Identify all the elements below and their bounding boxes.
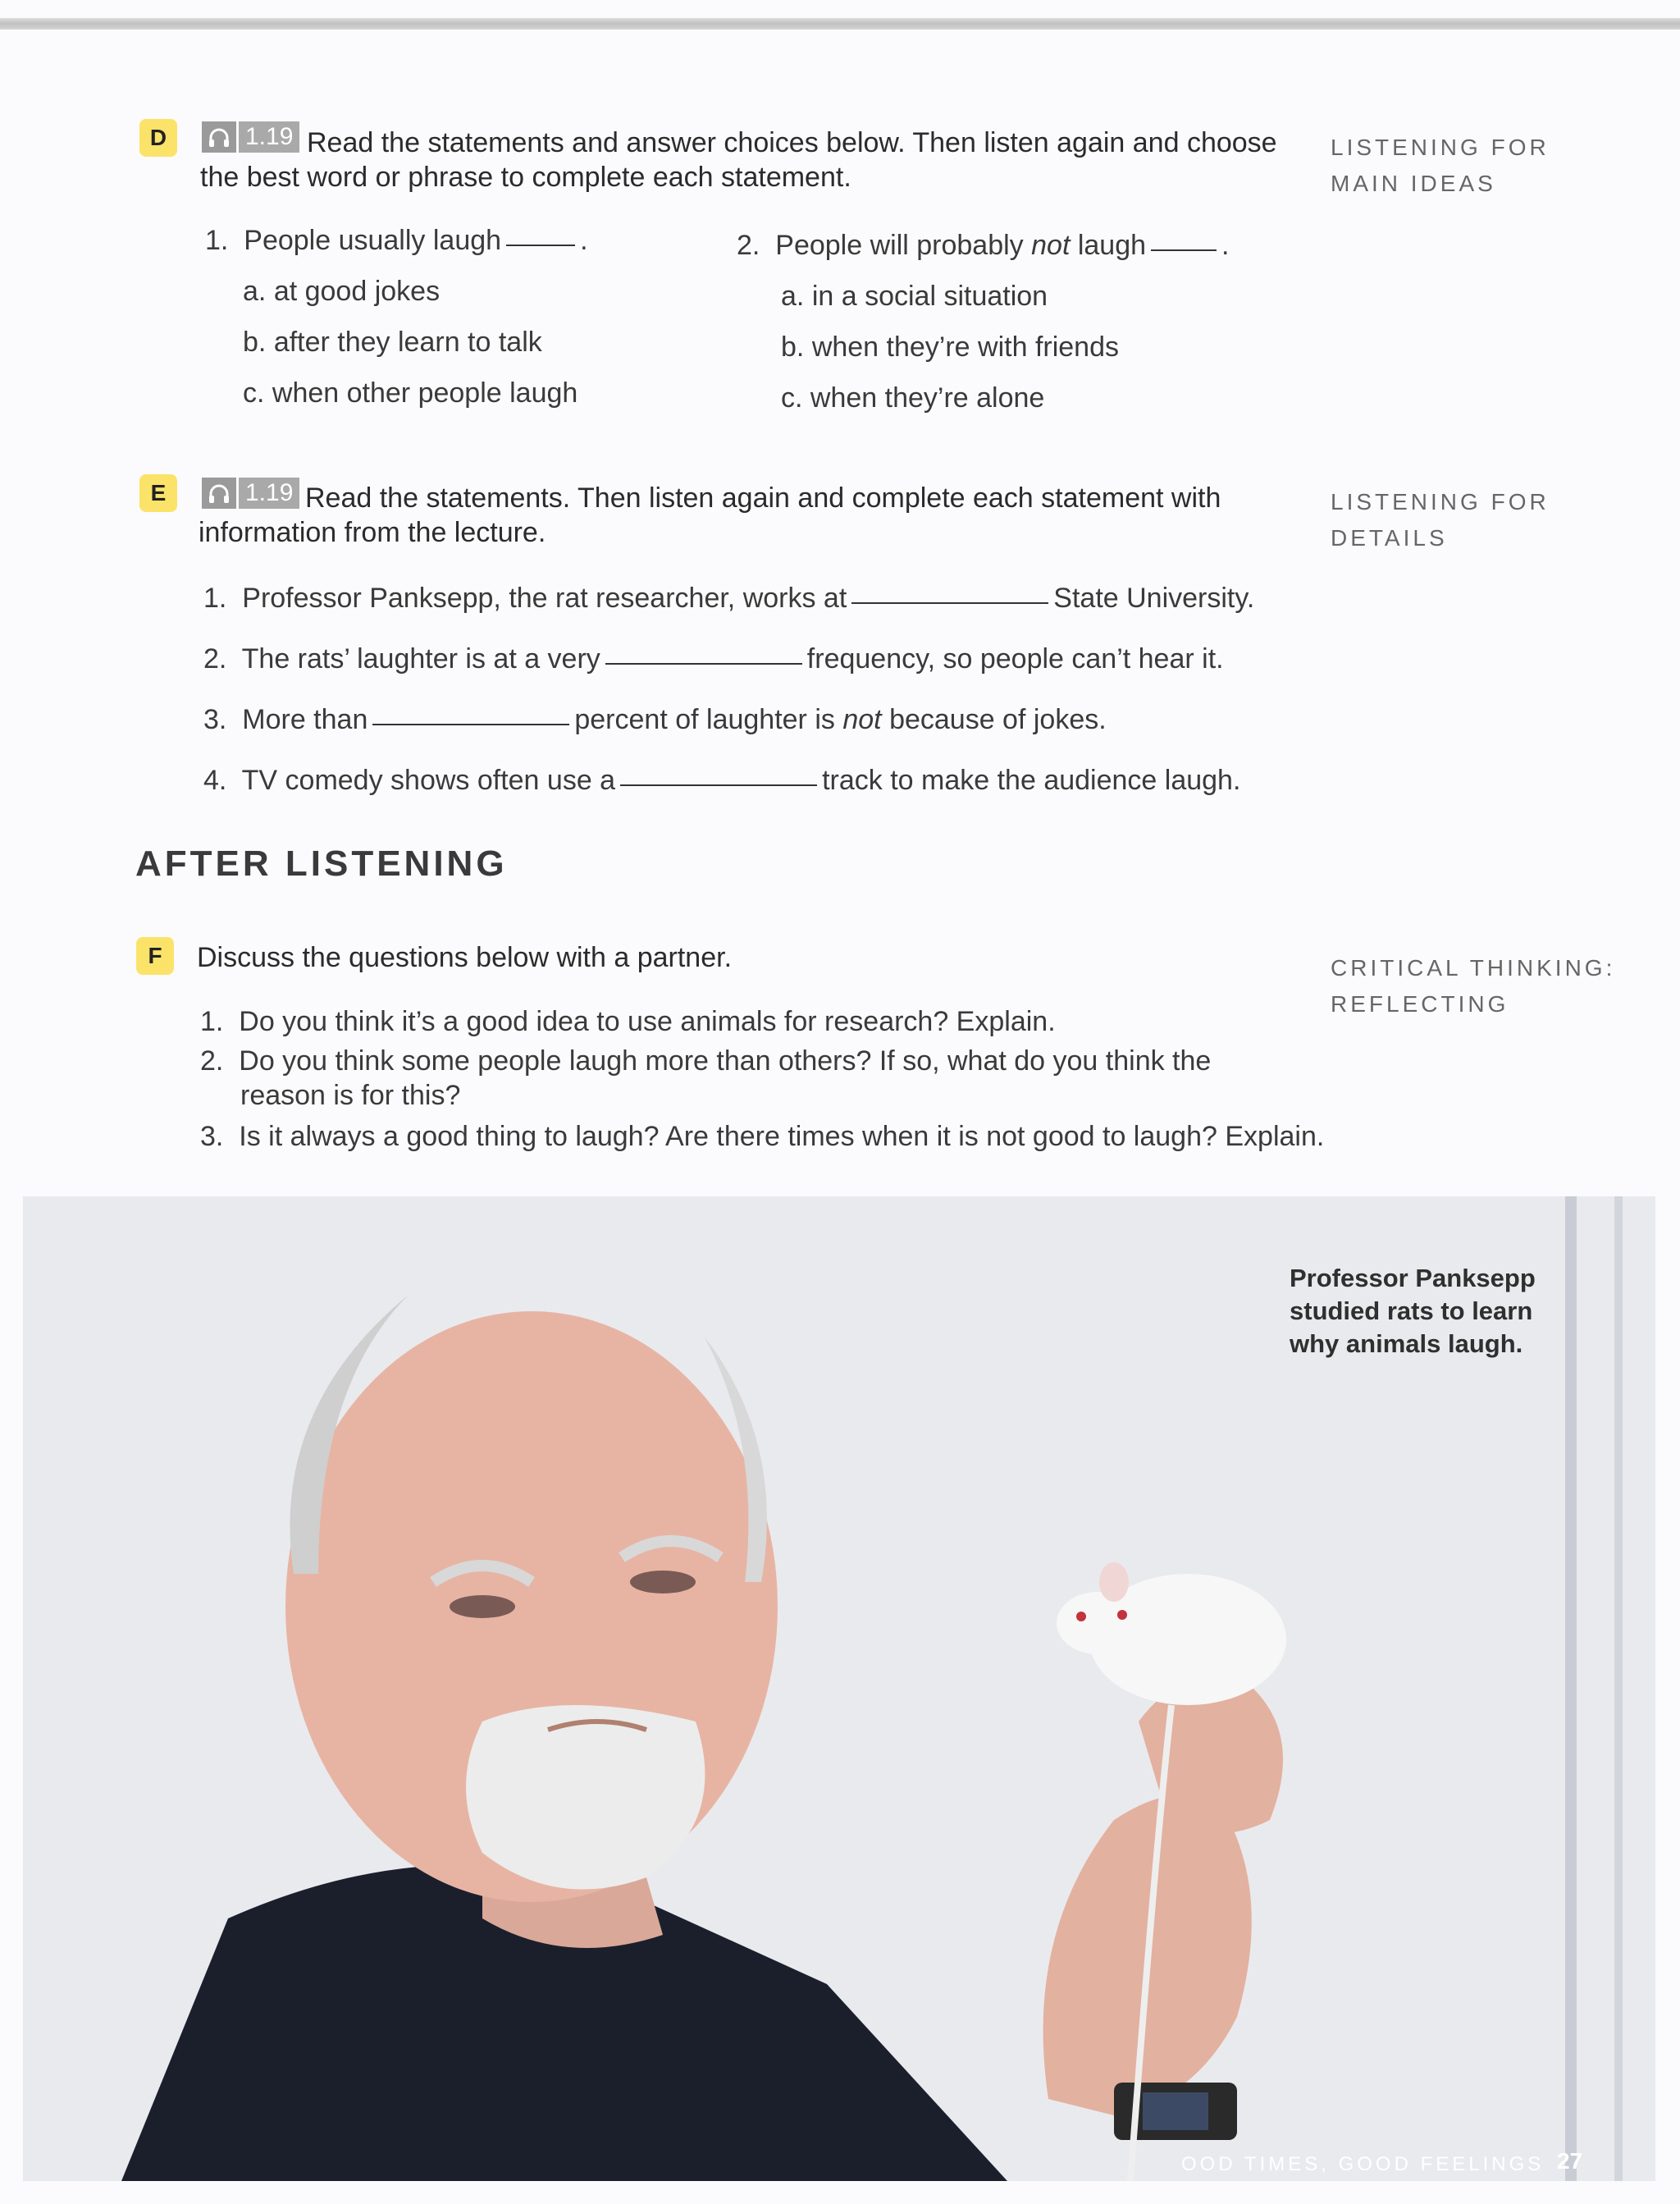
option-text: at good jokes <box>273 276 441 307</box>
instruction-f: Discuss the questions below with a partner. <box>197 942 733 973</box>
instruction-e: Read the statements. Then listen again and complete each statement with information from the lecture. <box>199 482 1221 548</box>
item-number: 1. <box>203 583 227 614</box>
skill-line: CRITICAL THINKING: <box>1331 955 1616 981</box>
skill-line: DETAILS <box>1331 525 1448 551</box>
question-d2 <box>737 228 1230 263</box>
option-text: after they learn to talk <box>273 327 542 358</box>
page-number: 27 <box>1557 2148 1583 2174</box>
item-text: because of jokes. <box>889 704 1107 735</box>
statement-e3 <box>203 702 1107 737</box>
option-d1-a[interactable] <box>243 274 440 309</box>
option-text: when other people laugh <box>272 377 578 409</box>
option-letter: a. <box>781 281 805 312</box>
item-text: percent of laughter is <box>574 704 835 735</box>
skill-line: REFLECTING <box>1331 991 1509 1017</box>
instruction-d: Read the statements and answer choices below. Then listen again and choose the best word or phrase to complete each statement. <box>200 127 1277 193</box>
skill-line: LISTENING FOR <box>1331 135 1550 160</box>
skill-label-f <box>1331 950 1615 1022</box>
item-emphasis: not <box>1031 230 1071 261</box>
caption-line: studied rats to learn <box>1290 1296 1533 1325</box>
question-f2 <box>200 1044 1211 1078</box>
option-text: when they’re alone <box>810 382 1045 414</box>
option-d1-b[interactable] <box>243 325 542 359</box>
item-number: 4. <box>203 765 227 796</box>
question-f1 <box>200 1004 1056 1039</box>
question-f2-continued: reason is for this? <box>240 1080 461 1111</box>
caption-line: why animals laugh. <box>1290 1329 1523 1358</box>
skill-line: LISTENING FOR <box>1331 489 1550 514</box>
option-letter: c. <box>243 377 265 409</box>
answer-blank[interactable] <box>372 724 569 725</box>
statement-e2 <box>203 642 1224 676</box>
item-text: TV comedy shows often use a <box>241 765 616 796</box>
option-text: when they’re with friends <box>811 332 1119 363</box>
option-letter: a. <box>243 276 267 307</box>
option-letter: c. <box>781 382 803 414</box>
item-text: Professor Panksepp, the rat researcher, works at <box>242 583 847 614</box>
exercise-badge-f: F <box>136 937 174 975</box>
item-number: 3. <box>200 1121 224 1152</box>
track-number: 1.19 <box>239 478 299 509</box>
item-text: frequency, so people can’t hear it. <box>806 643 1224 674</box>
skill-line: MAIN IDEAS <box>1331 171 1496 196</box>
option-d2-a[interactable] <box>781 279 1048 313</box>
running-title: OOD TIMES, GOOD FEELINGS <box>1181 2153 1545 2175</box>
option-d1-c[interactable] <box>243 376 578 410</box>
scan-edge <box>0 18 1680 30</box>
section-heading: AFTER LISTENING <box>135 844 508 884</box>
option-letter: b. <box>243 327 267 358</box>
question-text: Do you think it’s a good idea to use animals for research? Explain. <box>239 1006 1056 1037</box>
item-end: . <box>580 225 588 256</box>
option-text: in a social situation <box>811 281 1048 312</box>
item-text: The rats’ laughter is at a very <box>241 643 600 674</box>
question-d1 <box>205 223 588 258</box>
skill-label-e <box>1331 484 1550 556</box>
question-text: Do you think some people laugh more than others? If so, what do you think the <box>239 1045 1212 1077</box>
answer-blank[interactable] <box>851 602 1048 604</box>
item-stem: laugh <box>1077 230 1147 261</box>
item-text: track to make the audience laugh. <box>822 765 1241 796</box>
answer-blank[interactable] <box>506 245 575 246</box>
statement-e4 <box>203 763 1240 798</box>
item-stem: People will probably <box>775 230 1024 261</box>
item-text: State University. <box>1053 583 1255 614</box>
option-d2-b[interactable] <box>781 330 1119 364</box>
item-number: 2. <box>737 230 760 261</box>
track-number: 1.19 <box>239 121 299 153</box>
photo-caption <box>1290 1262 1560 1360</box>
item-stem: People usually laugh <box>244 225 502 256</box>
answer-blank[interactable] <box>620 784 817 786</box>
item-end: . <box>1221 230 1230 261</box>
question-text: Is it always a good thing to laugh? Are there times when it is not good to laugh? Explain. <box>239 1121 1325 1152</box>
item-number: 2. <box>200 1045 224 1077</box>
caption-line: Professor Panksepp <box>1290 1264 1536 1292</box>
item-number: 1. <box>205 225 229 256</box>
option-d2-c[interactable] <box>781 381 1044 415</box>
item-number: 1. <box>200 1006 224 1037</box>
exercise-badge-d: D <box>139 119 177 157</box>
item-number: 2. <box>203 643 227 674</box>
answer-blank[interactable] <box>1151 249 1217 251</box>
option-letter: b. <box>781 332 805 363</box>
statement-e1 <box>203 581 1254 615</box>
skill-label-d <box>1331 130 1550 202</box>
item-number: 3. <box>203 704 227 735</box>
answer-blank[interactable] <box>605 663 802 665</box>
item-emphasis: not <box>842 704 882 735</box>
item-text: More than <box>242 704 368 735</box>
question-f3 <box>200 1119 1324 1154</box>
exercise-badge-e: E <box>139 474 177 512</box>
